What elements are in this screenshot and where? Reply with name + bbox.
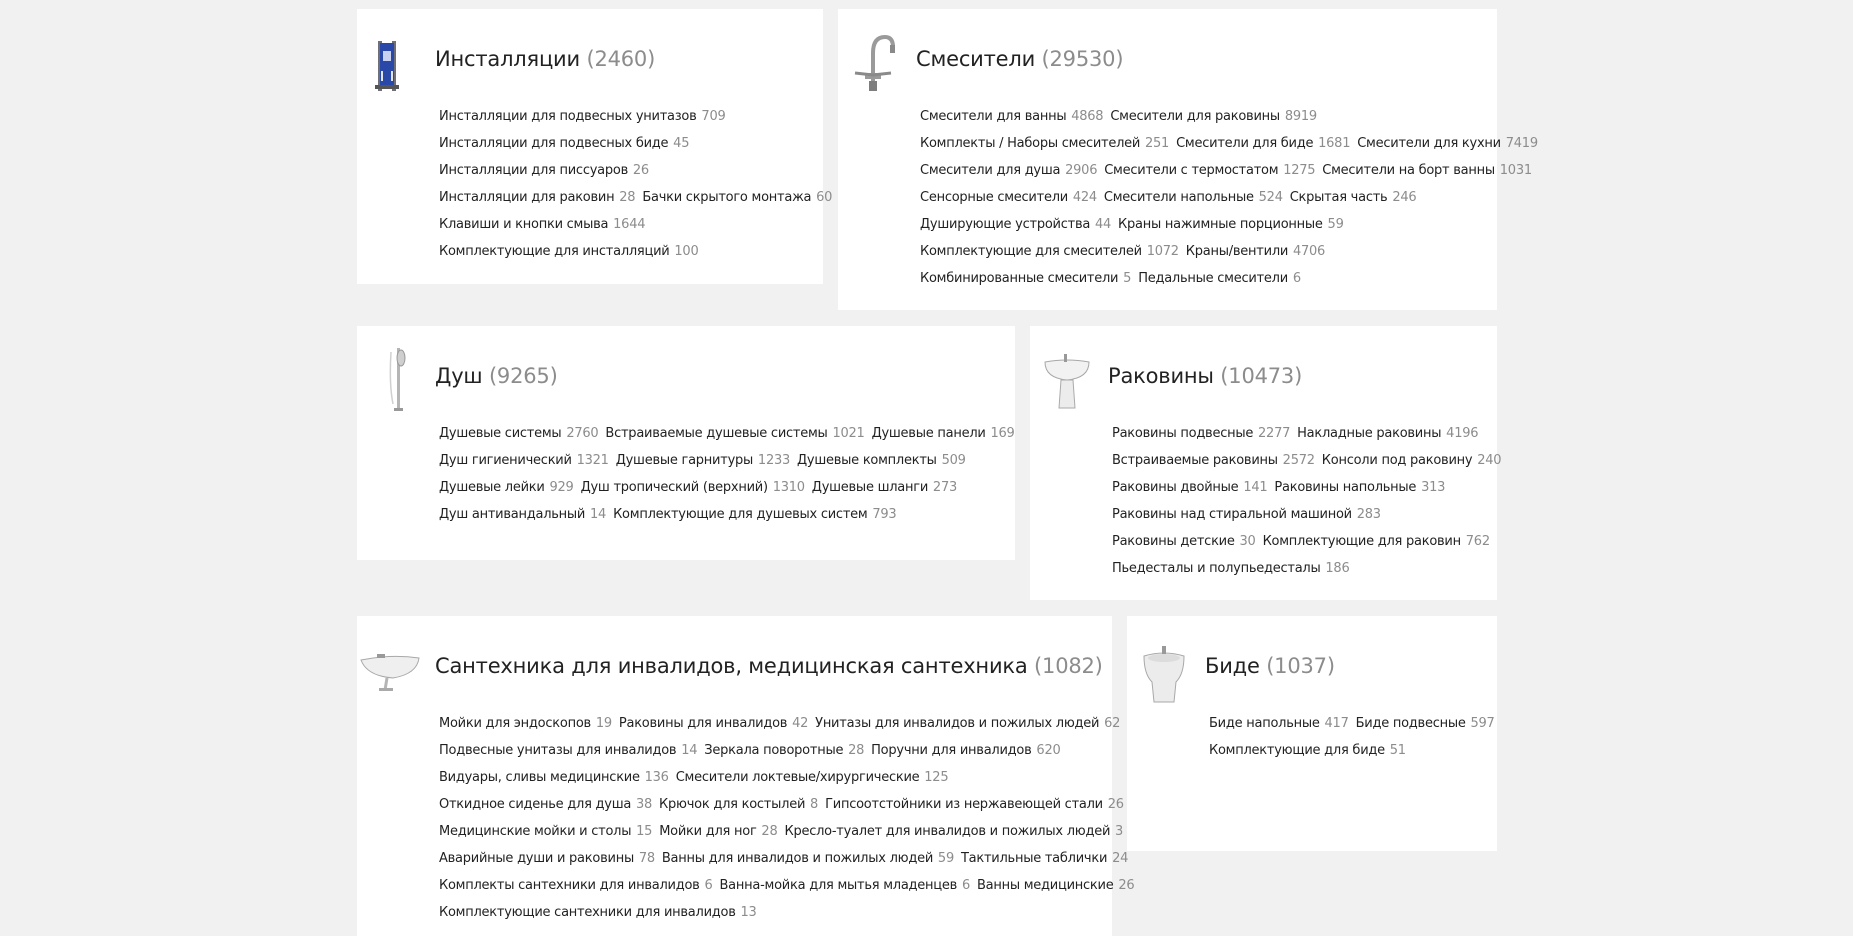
subcategory-link[interactable] (1356, 716, 1495, 731)
subcategory-count: 169 (990, 426, 1015, 441)
subcategory-link[interactable] (439, 716, 612, 731)
subcategory-count: 141 (1243, 480, 1268, 495)
subcategory-line (1112, 555, 1508, 582)
subcategory-link[interactable] (797, 453, 966, 468)
subcategory-link[interactable] (439, 851, 655, 866)
category-count: (29530) (1041, 47, 1124, 71)
shower-rail-icon[interactable] (369, 344, 433, 416)
subcategory-link[interactable] (871, 743, 1060, 758)
subcategory-link[interactable] (619, 716, 808, 731)
subcategory-label: Смесители для кухни (1357, 136, 1501, 151)
subcategory-link[interactable] (1357, 136, 1538, 151)
category-title[interactable] (435, 654, 1103, 678)
subcategory-label: Аварийные души и раковины (439, 851, 634, 866)
subcategory-count: 4706 (1292, 244, 1326, 259)
installation-frame-icon[interactable] (369, 27, 433, 99)
subcategory-label: Душ тропический (верхний) (580, 480, 768, 495)
subcategory-line (439, 420, 1022, 447)
subcategory-link[interactable] (812, 480, 957, 495)
subcategory-label: Инсталляции для писсуаров (439, 163, 628, 178)
subcategory-count: 14 (681, 743, 698, 758)
subcategory-link[interactable] (1322, 453, 1502, 468)
subcategory-count: 2760 (566, 426, 599, 441)
subcategory-count: 524 (1258, 190, 1283, 205)
subcategory-line (1112, 447, 1508, 474)
subcategory-count: 251 (1145, 136, 1170, 151)
subcategory-label: Раковины двойные (1112, 480, 1239, 495)
subcategory-label: Накладные раковины (1297, 426, 1442, 441)
subcategory-label: Комплектующие для смесителей (920, 244, 1142, 259)
subcategory-link[interactable] (1138, 271, 1301, 286)
subcategory-label: Краны нажимные порционные (1118, 217, 1323, 232)
subcategory-link[interactable] (439, 426, 598, 441)
subcategory-label: Душ гигиенический (439, 453, 572, 468)
subcategory-label: Душевые лейки (439, 480, 545, 495)
subcategory-count: 15 (636, 824, 653, 839)
subcategory-count: 8 (810, 797, 819, 812)
subcategory-link[interactable] (613, 507, 896, 522)
category-title[interactable] (916, 47, 1123, 71)
subcategory-line (439, 710, 1141, 737)
subcategory-line (439, 447, 1022, 474)
subcategory-line (1112, 528, 1508, 555)
subcategory-list (439, 420, 1022, 528)
subcategory-count: 59 (1327, 217, 1344, 232)
subcategory-label: Клавиши и кнопки смыва (439, 217, 609, 232)
subcategory-label: Ванны медицинские (976, 878, 1114, 893)
subcategory-count: 2906 (1065, 163, 1098, 178)
subcategory-label: Душевые гарнитуры (615, 453, 754, 468)
subcategory-count: 60 (816, 190, 833, 205)
subcategory-label: Душевые шланги (811, 480, 929, 495)
subcategory-label: Смесители для душа (920, 163, 1061, 178)
subcategory-count: 13 (740, 905, 757, 920)
subcategory-label: Биде подвесные (1355, 716, 1466, 731)
subcategory-line (439, 501, 1022, 528)
subcategory-line (1112, 420, 1508, 447)
subcategory-line (920, 265, 1545, 292)
subcategory-link[interactable] (920, 136, 1169, 151)
subcategory-count: 762 (1465, 534, 1490, 549)
subcategory-link[interactable] (1112, 426, 1290, 441)
subcategory-label: Комплектующие для раковин (1262, 534, 1461, 549)
subcategory-label: Встраиваемые раковины (1112, 453, 1278, 468)
subcategory-count: 51 (1389, 743, 1406, 758)
subcategory-line (920, 130, 1545, 157)
subcategory-line (920, 238, 1545, 265)
subcategory-count: 2277 (1258, 426, 1291, 441)
pedestal-sink-icon[interactable] (1035, 344, 1099, 416)
subcategory-link[interactable] (1118, 217, 1344, 232)
subcategory-count: 1233 (757, 453, 791, 468)
subcategory-label: Скрытая часть (1289, 190, 1388, 205)
subcategory-link[interactable] (1274, 480, 1445, 495)
subcategory-label: Раковины детские (1112, 534, 1235, 549)
subcategory-label: Бачки скрытого монтажа (642, 190, 812, 205)
subcategory-link[interactable] (439, 217, 645, 232)
subcategory-label: Подвесные унитазы для инвалидов (439, 743, 677, 758)
subcategory-link[interactable] (616, 453, 790, 468)
subcategory-line (439, 184, 839, 211)
subcategory-count: 6 (1292, 271, 1301, 286)
subcategory-label: Ванна-мойка для мытья младенцев (719, 878, 958, 893)
subcategory-link[interactable] (1186, 244, 1325, 259)
subcategory-line (1112, 474, 1508, 501)
subcategory-count: 45 (673, 136, 690, 151)
subcategory-label: Раковины подвесные (1112, 426, 1254, 441)
subcategory-count: 620 (1036, 743, 1061, 758)
subcategory-count: 100 (674, 244, 699, 259)
subcategory-label: Педальные смесители (1138, 271, 1288, 286)
subcategory-link[interactable] (439, 163, 649, 178)
subcategory-count: 26 (632, 163, 649, 178)
subcategory-count: 59 (937, 851, 954, 866)
subcategory-count: 1031 (1499, 163, 1532, 178)
subcategory-count: 1644 (613, 217, 646, 232)
subcategory-link[interactable] (605, 426, 864, 441)
subcategory-link[interactable] (439, 136, 689, 151)
category-card-disabled (357, 616, 1135, 936)
subcategory-link[interactable] (815, 716, 1120, 731)
category-card-installations (357, 9, 833, 284)
subcategory-link[interactable] (1297, 426, 1478, 441)
subcategory-count: 709 (701, 109, 726, 124)
subcategory-label: Смесители для биде (1176, 136, 1314, 151)
subcategory-label: Смесители для раковины (1110, 109, 1280, 124)
subcategory-label: Душирующие устройства (920, 217, 1091, 232)
category-title-label[interactable]: Сантехника для инвалидов, медицинская сантехника (435, 654, 1028, 678)
category-title-label[interactable]: Смесители (916, 47, 1036, 71)
subcategory-link[interactable] (439, 480, 574, 495)
subcategory-label: Медицинские мойки и столы (439, 824, 632, 839)
subcategory-count: 3 (1115, 824, 1124, 839)
subcategory-line (439, 474, 1022, 501)
subcategory-list (439, 103, 839, 265)
subcategory-label: Комплектующие для душевых систем (613, 507, 868, 522)
subcategory-label: Душевые панели (871, 426, 986, 441)
subcategory-line (920, 184, 1545, 211)
subcategory-count: 4196 (1446, 426, 1479, 441)
category-card-bidet (1127, 616, 1497, 851)
subcategory-line (1209, 737, 1502, 764)
subcategory-count: 273 (932, 480, 957, 495)
subcategory-label: Крючок для костылей (659, 797, 806, 812)
subcategory-count: 26 (1118, 878, 1135, 893)
subcategory-link[interactable] (1263, 534, 1490, 549)
subcategory-label: Сенсорные смесители (920, 190, 1068, 205)
subcategory-count: 6 (961, 878, 970, 893)
subcategory-link[interactable] (659, 797, 818, 812)
subcategory-label: Смесители напольные (1103, 190, 1254, 205)
subcategory-link[interactable] (1176, 136, 1350, 151)
subcategory-line (439, 130, 839, 157)
subcategory-count: 19 (595, 716, 612, 731)
category-card-sinks (1030, 326, 1502, 600)
subcategory-count: 4868 (1071, 109, 1104, 124)
subcategory-label: Смесители на борт ванны (1322, 163, 1495, 178)
subcategory-label: Видуары, сливы медицинские (439, 770, 640, 785)
subcategory-label: Ванны для инвалидов и пожилых людей (661, 851, 934, 866)
subcategory-link[interactable] (659, 824, 777, 839)
subcategory-count: 28 (848, 743, 865, 758)
subcategory-label: Душ антивандальный (439, 507, 586, 522)
subcategory-count: 1681 (1318, 136, 1351, 151)
subcategory-link[interactable] (1112, 453, 1315, 468)
subcategory-line (1209, 710, 1502, 737)
subcategory-link[interactable] (1110, 109, 1317, 124)
subcategory-link[interactable] (439, 244, 698, 259)
category-title[interactable] (1205, 654, 1335, 678)
subcategory-label: Мойки для эндоскопов (439, 716, 591, 731)
subcategory-count: 28 (619, 190, 636, 205)
subcategory-link[interactable] (1209, 716, 1349, 731)
subcategory-label: Смесители для ванны (920, 109, 1067, 124)
subcategory-label: Комплектующие сантехники для инвалидов (439, 905, 736, 920)
subcategory-count: 1321 (576, 453, 609, 468)
category-title-label[interactable]: Душ (435, 364, 483, 388)
subcategory-count: 597 (1470, 716, 1495, 731)
subcategory-link[interactable] (720, 878, 970, 893)
subcategory-link[interactable] (920, 163, 1097, 178)
subcategory-link[interactable] (1322, 163, 1532, 178)
subcategory-count: 1275 (1283, 163, 1316, 178)
subcategory-label: Мойки для ног (659, 824, 757, 839)
subcategory-link[interactable] (920, 244, 1179, 259)
subcategory-line (439, 899, 1141, 926)
subcategory-link[interactable] (1209, 743, 1406, 758)
subcategory-link[interactable] (676, 770, 949, 785)
category-count: (9265) (488, 364, 558, 388)
subcategory-count: 7419 (1505, 136, 1538, 151)
category-count: (1037) (1266, 654, 1335, 678)
subcategory-label: Откидное сиденье для душа (439, 797, 632, 812)
subcategory-link[interactable] (704, 743, 864, 758)
subcategory-count: 24 (1112, 851, 1129, 866)
subcategory-count: 14 (590, 507, 607, 522)
subcategory-count: 1072 (1146, 244, 1179, 259)
subcategory-count: 78 (638, 851, 655, 866)
subcategory-label: Раковины над стиральной машиной (1112, 507, 1352, 522)
subcategory-count: 6 (704, 878, 713, 893)
subcategory-label: Комплекты сантехники для инвалидов (439, 878, 700, 893)
bidet-icon[interactable] (1132, 634, 1196, 706)
subcategory-link[interactable] (439, 453, 609, 468)
subcategory-line (439, 737, 1141, 764)
subcategory-count: 44 (1094, 217, 1112, 232)
category-count: (10473) (1220, 364, 1303, 388)
subcategory-label: Биде напольные (1209, 716, 1320, 731)
subcategory-link[interactable] (825, 797, 1124, 812)
subcategory-label: Пьедесталы и полупьедесталы (1112, 561, 1321, 576)
subcategory-count: 313 (1421, 480, 1446, 495)
subcategory-link[interactable] (784, 824, 1123, 839)
category-title[interactable] (1108, 364, 1302, 388)
subcategory-label: Комплектующие для биде (1209, 743, 1385, 758)
subcategory-list (1209, 710, 1502, 764)
subcategory-label: Комплектующие для инсталляций (439, 244, 670, 259)
subcategory-count: 62 (1104, 716, 1121, 731)
subcategory-count: 1310 (772, 480, 805, 495)
subcategory-link[interactable] (439, 190, 635, 205)
subcategory-count: 5 (1123, 271, 1132, 286)
subcategory-label: Раковины для инвалидов (618, 716, 788, 731)
subcategory-link[interactable] (1104, 190, 1283, 205)
subcategory-link[interactable] (977, 878, 1134, 893)
subcategory-label: Душевые комплекты (797, 453, 937, 468)
subcategory-line (439, 157, 839, 184)
subcategory-link[interactable] (1112, 507, 1381, 522)
subcategory-link[interactable] (439, 109, 726, 124)
subcategory-label: Смесители с термостатом (1104, 163, 1279, 178)
subcategory-list (1112, 420, 1508, 582)
subcategory-count: 38 (636, 797, 653, 812)
subcategory-label: Кресло-туалет для инвалидов и пожилых людей (784, 824, 1111, 839)
accessible-sink-icon[interactable] (357, 634, 421, 706)
subcategory-label: Инсталляции для раковин (439, 190, 615, 205)
category-card-shower (357, 326, 1015, 560)
category-count: (2460) (586, 47, 656, 71)
subcategory-count: 136 (644, 770, 669, 785)
faucet-icon[interactable] (843, 27, 907, 99)
category-count: (1082) (1034, 654, 1103, 678)
subcategory-link[interactable] (872, 426, 1015, 441)
subcategory-link[interactable] (439, 824, 652, 839)
subcategory-count: 42 (792, 716, 809, 731)
subcategory-line (439, 211, 839, 238)
subcategory-link[interactable] (920, 217, 1111, 232)
subcategory-label: Зеркала поворотные (704, 743, 844, 758)
subcategory-label: Инсталляции для подвесных биде (439, 136, 669, 151)
subcategory-label: Душевые системы (439, 426, 562, 441)
subcategory-link[interactable] (439, 878, 713, 893)
category-title[interactable] (435, 47, 655, 71)
subcategory-label: Инсталляции для подвесных унитазов (439, 109, 697, 124)
subcategory-count: 929 (549, 480, 574, 495)
subcategory-count: 283 (1356, 507, 1381, 522)
subcategory-line (920, 211, 1545, 238)
subcategory-label: Тактильные таблички (960, 851, 1108, 866)
subcategory-link[interactable] (439, 797, 652, 812)
subcategory-count: 28 (761, 824, 778, 839)
subcategory-label: Смесители локтевые/хирургические (675, 770, 920, 785)
subcategory-link[interactable] (439, 905, 757, 920)
subcategory-link[interactable] (581, 480, 805, 495)
subcategory-link[interactable] (920, 190, 1097, 205)
subcategory-label: Гипсоотстойники из нержавеющей стали (825, 797, 1103, 812)
subcategory-line (439, 238, 839, 265)
subcategory-count: 417 (1324, 716, 1349, 731)
subcategory-link[interactable] (439, 743, 697, 758)
subcategory-line (439, 103, 839, 130)
subcategory-count: 186 (1325, 561, 1350, 576)
category-title-label[interactable]: Раковины (1108, 364, 1214, 388)
subcategory-count: 246 (1392, 190, 1417, 205)
category-card-mixers (838, 9, 1538, 310)
subcategory-line (920, 157, 1545, 184)
subcategory-count: 793 (872, 507, 897, 522)
subcategory-line (439, 764, 1141, 791)
subcategory-count: 125 (924, 770, 949, 785)
subcategory-count: 26 (1107, 797, 1124, 812)
subcategory-line (439, 845, 1141, 872)
subcategory-link[interactable] (920, 109, 1103, 124)
subcategory-count: 30 (1239, 534, 1256, 549)
subcategory-label: Комбинированные смесители (920, 271, 1119, 286)
subcategory-link[interactable] (1112, 534, 1256, 549)
category-title-label[interactable]: Биде (1205, 654, 1260, 678)
subcategory-link[interactable] (642, 190, 832, 205)
subcategory-list (920, 103, 1545, 292)
subcategory-count: 509 (941, 453, 966, 468)
subcategory-link[interactable] (1104, 163, 1315, 178)
subcategory-count: 240 (1477, 453, 1502, 468)
subcategory-link[interactable] (961, 851, 1128, 866)
subcategory-count: 2572 (1282, 453, 1315, 468)
subcategory-line (920, 103, 1545, 130)
subcategory-label: Встраиваемые душевые системы (605, 426, 828, 441)
subcategory-line (439, 818, 1141, 845)
subcategory-link[interactable] (1112, 561, 1349, 576)
subcategory-label: Консоли под раковину (1321, 453, 1473, 468)
subcategory-link[interactable] (662, 851, 954, 866)
subcategory-line (439, 872, 1141, 899)
subcategory-link[interactable] (1290, 190, 1417, 205)
subcategory-link[interactable] (920, 271, 1131, 286)
subcategory-label: Краны/вентили (1185, 244, 1289, 259)
subcategory-line (1112, 501, 1508, 528)
subcategory-label: Поручни для инвалидов (871, 743, 1032, 758)
subcategory-count: 8919 (1284, 109, 1317, 124)
subcategory-line (439, 791, 1141, 818)
subcategory-link[interactable] (439, 507, 606, 522)
category-title-label[interactable]: Инсталляции (435, 47, 580, 71)
subcategory-label: Унитазы для инвалидов и пожилых людей (815, 716, 1100, 731)
subcategory-count: 1021 (832, 426, 865, 441)
subcategory-label: Комплекты / Наборы смесителей (920, 136, 1141, 151)
subcategory-label: Раковины напольные (1274, 480, 1417, 495)
subcategory-list (439, 710, 1141, 926)
subcategory-link[interactable] (439, 770, 669, 785)
category-title[interactable] (435, 364, 558, 388)
subcategory-count: 424 (1072, 190, 1097, 205)
subcategory-link[interactable] (1112, 480, 1267, 495)
